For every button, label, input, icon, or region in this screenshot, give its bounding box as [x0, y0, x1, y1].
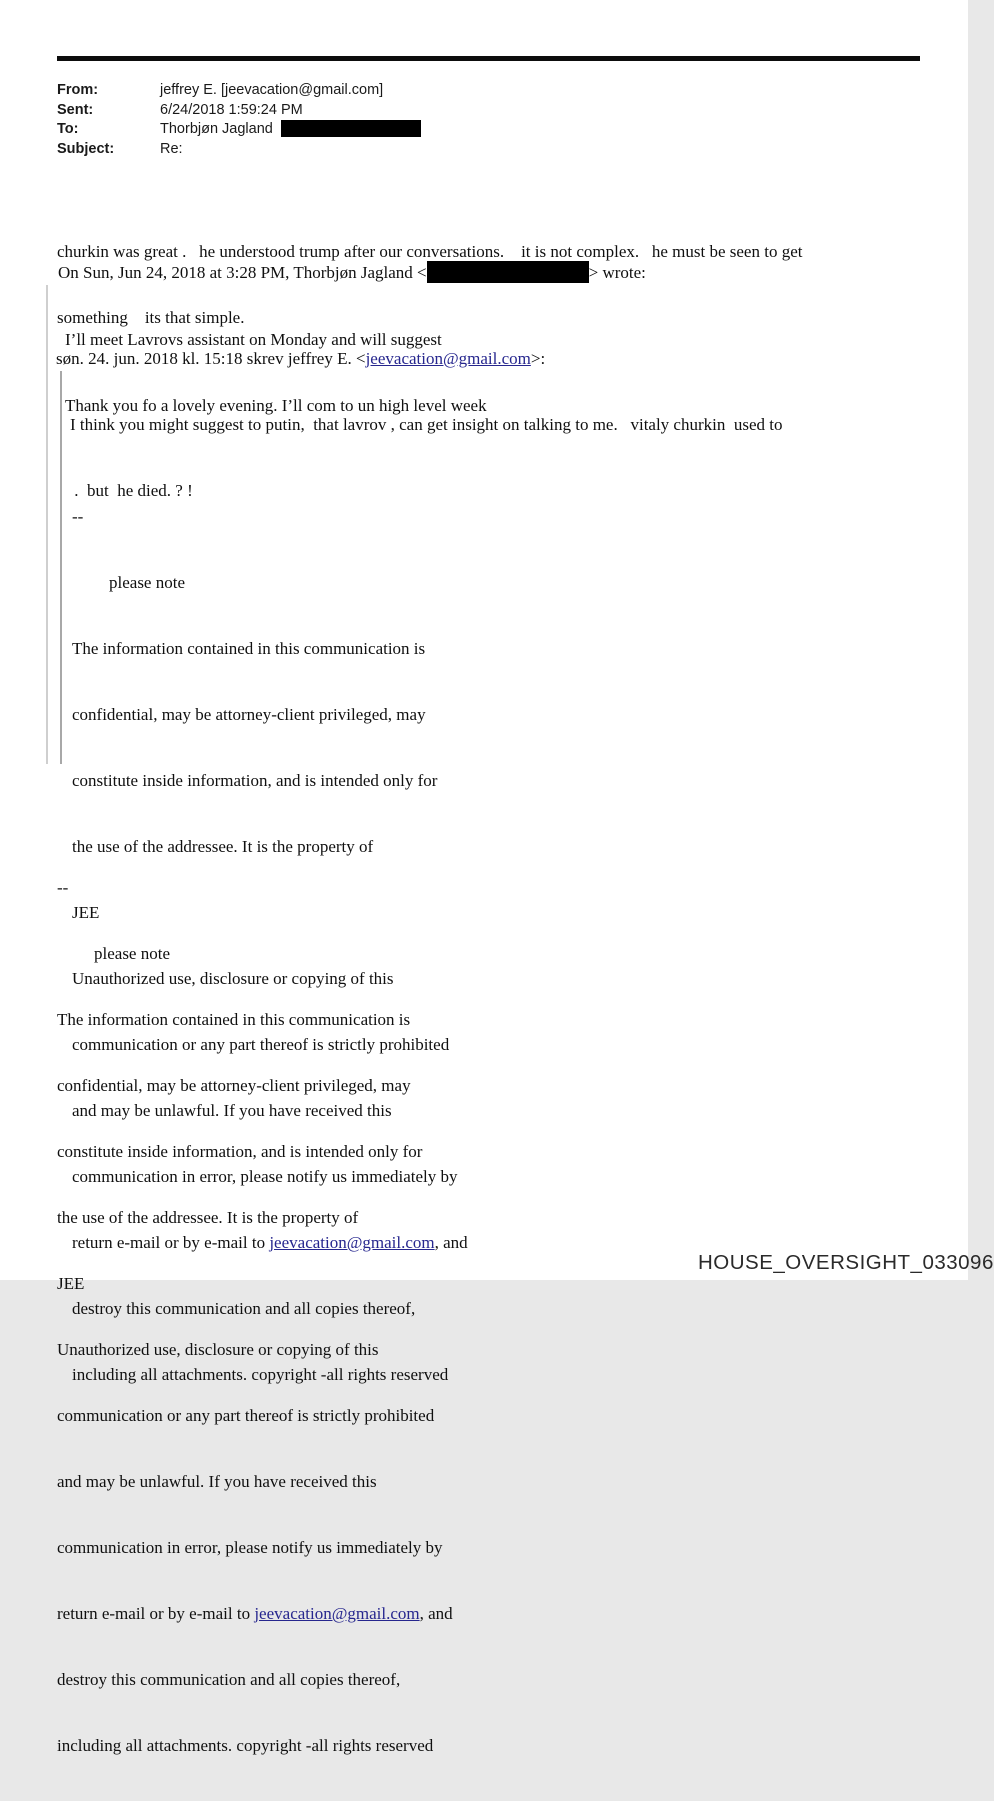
from-value: jeffrey E. [jeevacation@gmail.com] — [160, 82, 384, 98]
disclaimer-line: and may be unlawful. If you have received this — [57, 1472, 377, 1491]
disclaimer-line: destroy this communication and all copies thereof, — [72, 1299, 416, 1318]
body-line: churkin was great . he understood trump after our conversations. it is not complex. he must be seen to get — [57, 242, 803, 261]
header-row-sent — [57, 101, 421, 121]
attribution-text: > wrote: — [588, 263, 646, 282]
email-link: jeevacation@gmail.com — [365, 349, 531, 368]
disclaimer-note: please note — [109, 573, 185, 592]
quote-line: I’ll meet Lavrovs assistant on Monday and will suggest — [65, 330, 442, 349]
disclaimer-line: communication or any part thereof is strictly prohibited — [72, 1035, 450, 1054]
disclaimer-line: communication in error, please notify us immediately by — [72, 1167, 458, 1186]
disclaimer-line: the use of the addressee. It is the property of — [57, 1208, 359, 1227]
disclaimer-line: The information contained in this communication is — [72, 639, 426, 658]
redaction-bar — [281, 120, 421, 137]
header-row-subject — [57, 140, 421, 160]
disclaimer-line: Unauthorized use, disclosure or copying of this — [72, 969, 394, 988]
quote-attribution-2 — [56, 348, 545, 370]
attribution-text: On Sun, Jun 24, 2018 at 3:28 PM, Thorbjøn Jagland < — [58, 263, 427, 282]
disclaimer-line: confidential, may be attorney-client privileged, may — [72, 705, 426, 724]
disclaimer-line: JEE — [57, 1274, 85, 1293]
disclaimer-line: communication or any part thereof is strictly prohibited — [57, 1406, 435, 1425]
disclaimer-text: , and — [434, 1233, 468, 1252]
signature-dashes: -- — [57, 878, 69, 897]
disclaimer-line: confidential, may be attorney-client privileged, may — [57, 1076, 411, 1095]
disclaimer-line: destroy this communication and all copies thereof, — [57, 1670, 401, 1689]
attribution-text: søn. 24. jun. 2018 kl. 15:18 skrev jeffrey E. < — [56, 349, 366, 368]
attribution-text: >: — [530, 349, 546, 368]
disclaimer-line: including all attachments. copyright -all rights reserved — [72, 1365, 449, 1384]
signature-disclaimer-2 — [57, 833, 453, 1801]
disclaimer-line: constitute inside information, and is intended only for — [72, 771, 438, 790]
to-label: To: — [57, 121, 79, 138]
disclaimer-line: communication in error, please notify us immediately by — [57, 1538, 443, 1557]
header-divider-rule — [57, 56, 920, 61]
from-label: From: — [57, 82, 99, 98]
disclaimer-note: please note — [94, 944, 170, 963]
disclaimer-line: the use of the addressee. It is the property of — [72, 837, 374, 856]
header-row-to — [57, 120, 421, 140]
disclaimer-line: constitute inside information, and is intended only for — [57, 1142, 423, 1161]
disclaimer-text: return e-mail or by e-mail to — [72, 1233, 270, 1252]
subject-label: Subject: — [57, 140, 115, 157]
subject-value: Re: — [160, 140, 183, 157]
quote-attribution-1 — [58, 261, 646, 284]
to-value: Thorbjøn Jagland — [160, 121, 273, 138]
disclaimer-line: Unauthorized use, disclosure or copying of this — [57, 1340, 379, 1359]
redaction-bar — [427, 261, 589, 283]
quote-line: Thank you fo a lovely evening. I’ll com to un high level week — [65, 396, 487, 415]
quote-line: I think you might suggest to putin, that lavrov , can get insight on talking to me. vitaly churkin used to — [70, 415, 783, 434]
disclaimer-line: The information contained in this communication is — [57, 1010, 411, 1029]
email-link: jeevacation@gmail.com — [254, 1604, 420, 1623]
quote-bar-outer — [46, 285, 48, 764]
body-line: something its that simple. — [57, 308, 245, 327]
signature-dashes: -- — [72, 507, 84, 526]
disclaimer-text: , and — [419, 1604, 453, 1623]
quote-line: . but he died. ? ! — [70, 481, 193, 500]
email-header — [57, 81, 421, 159]
sent-value: 6/24/2018 1:59:24 PM — [160, 101, 303, 118]
disclaimer-text: return e-mail or by e-mail to — [57, 1604, 255, 1623]
email-link: jeevacation@gmail.com — [269, 1233, 435, 1252]
disclaimer-line: including all attachments. copyright -all rights reserved — [57, 1736, 434, 1755]
sent-label: Sent: — [57, 101, 94, 118]
header-row-from — [57, 81, 421, 101]
quote-bar-inner — [60, 371, 62, 764]
bates-number: HOUSE_OVERSIGHT_033096 — [698, 1251, 994, 1274]
disclaimer-line: JEE — [72, 903, 100, 922]
disclaimer-line — [57, 1603, 453, 1625]
disclaimer-line: and may be unlawful. If you have received this — [72, 1101, 392, 1120]
